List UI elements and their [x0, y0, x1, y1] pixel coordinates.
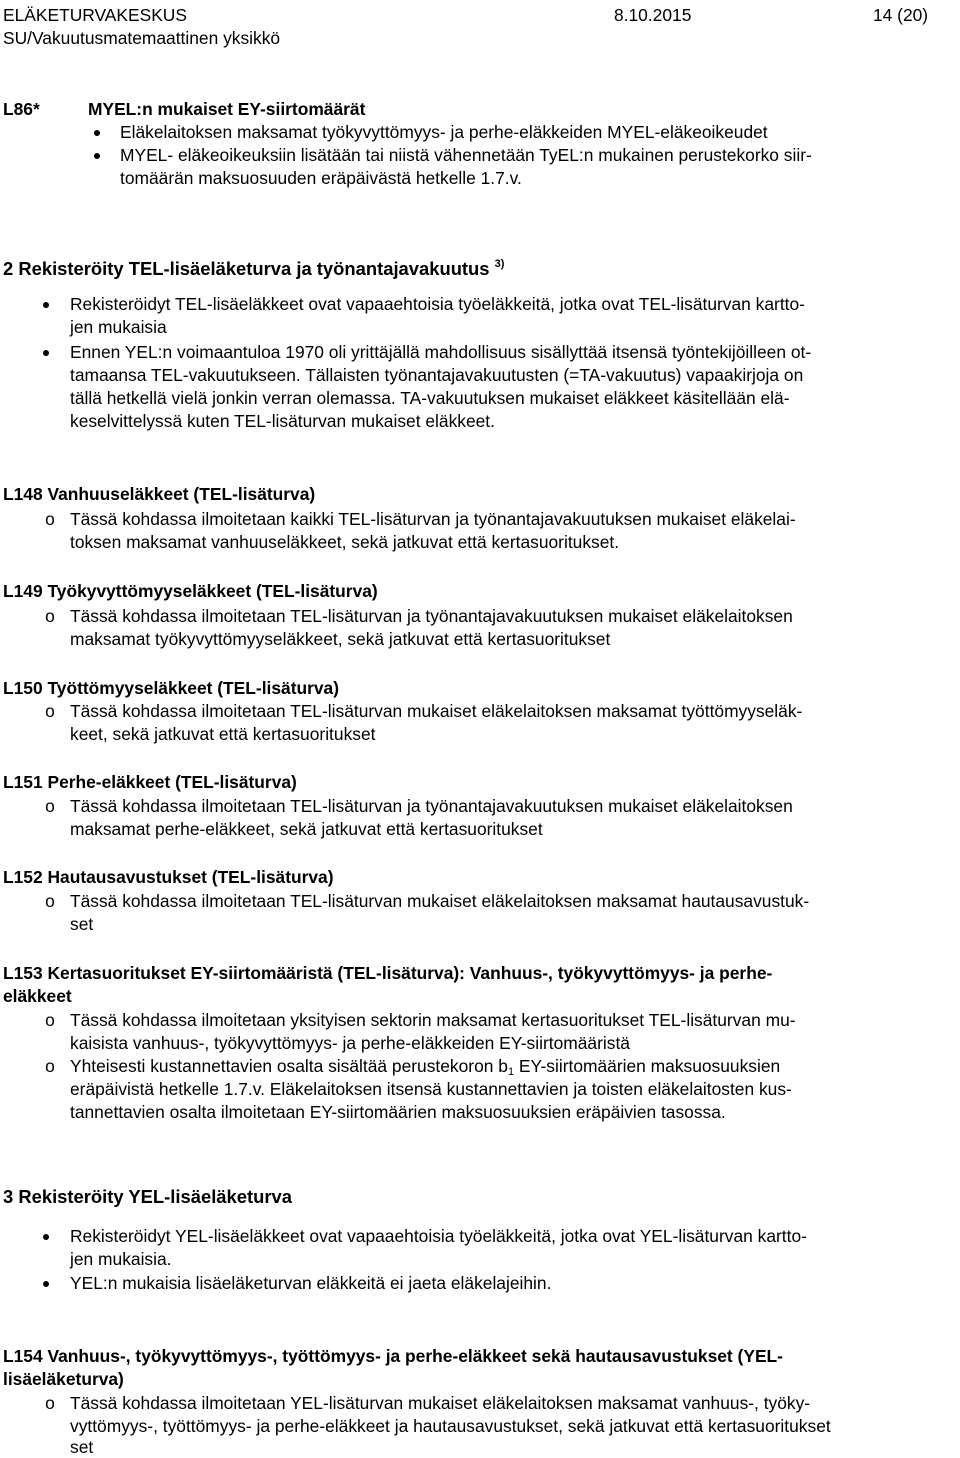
- l151-line-1: Tässä kohdassa ilmoitetaan TEL-lisäturvan ja työnantajavakuutuksen mukaiset eläkelaitoksen: [70, 796, 793, 816]
- section-3-title: 3 Rekisteröity YEL-lisäeläketurva: [3, 1186, 292, 1207]
- l151-line-2: maksamat perhe-eläkkeet, sekä jatkuvat että kertasuoritukset: [70, 819, 543, 839]
- l149-line-1: Tässä kohdassa ilmoitetaan TEL-lisäturvan ja työnantajavakuutuksen mukaiset eläkelaitoksen: [70, 606, 793, 626]
- header-unit: SU/Vakuutusmatemaattinen yksikkö: [3, 28, 281, 48]
- circle-bullet: o: [45, 1010, 55, 1030]
- sec2-bullet-2-line-3: tällä hetkellä vielä jonkin verran olemassa. TA-vakuutuksen mukaiset eläkkeet käsitellään elä-: [70, 388, 790, 408]
- circle-bullet: o: [45, 606, 55, 626]
- l148-line-2: toksen maksamat vanhuuseläkkeet, sekä jatkuvat että kertasuoritukset.: [70, 532, 620, 552]
- circle-bullet: o: [45, 701, 55, 721]
- bullet-disc: [43, 350, 49, 356]
- l153-b-line-2: eräpäivistä hetkelle 1.7.v. Eläkelaitoksen itsensä kustannettavien ja toisten eläkelaitosten kus-: [70, 1079, 792, 1099]
- l148-title: L148 Vanhuuseläkkeet (TEL-lisäturva): [3, 484, 316, 504]
- l150-line-1: Tässä kohdassa ilmoitetaan TEL-lisäturvan mukaiset eläkelaitoksen maksamat työttömyyseläk-: [70, 701, 803, 721]
- sec2-bullet-2-line-2: tamaansa TEL-vakuutukseen. Tällaisten työnantajavakuutusten (=TA-vakuutus) vapaakirjoja on: [70, 365, 804, 385]
- circle-bullet: o: [45, 509, 55, 529]
- l153-title-line-1: L153 Kertasuoritukset EY-siirtomääristä (TEL-lisäturva): Vanhuus-, työkyvyttömyys- ja perhe-: [3, 963, 773, 983]
- sec3-bullet-1-line-1: Rekisteröidyt YEL-lisäeläkkeet ovat vapaaehtoisia työeläkkeitä, jotka ovat YEL-lisäturvan kartto-: [70, 1226, 807, 1246]
- l154-title-line-2: lisäeläketurva): [3, 1369, 124, 1389]
- l153-b-line-1-text: Yhteisesti kustannettavien osalta sisältää perustekoron b: [70, 1056, 508, 1076]
- bullet-disc: [43, 302, 49, 308]
- circle-bullet: o: [45, 1393, 55, 1413]
- l153-a-line-2: kaisista vanhuus-, työkyvyttömyys- ja perhe-eläkkeiden EY-siirtomääristä: [70, 1033, 630, 1053]
- l153-title-line-2: eläkkeet: [3, 986, 72, 1006]
- bullet-disc: [43, 1234, 49, 1240]
- l150-title: L150 Työttömyyseläkkeet (TEL-lisäturva): [3, 678, 340, 698]
- l153-b-line-1-rest: EY-siirtomäärien maksuosuuksien: [514, 1056, 781, 1076]
- bullet-disc: [43, 1281, 49, 1287]
- l152-title: L152 Hautausavustukset (TEL-lisäturva): [3, 867, 334, 887]
- l151-title: L151 Perhe-eläkkeet (TEL-lisäturva): [3, 772, 297, 792]
- sec2-bullet-2-line-1: Ennen YEL:n voimaantuloa 1970 oli yrittäjällä mahdollisuus sisällyttää itsensä työntekijöilleen ot-: [70, 342, 812, 362]
- item-code-l86: L86*: [3, 99, 40, 119]
- subscript: 1: [507, 1066, 515, 1078]
- circle-bullet: o: [45, 1056, 55, 1076]
- l148-line-1: Tässä kohdassa ilmoitetaan kaikki TEL-lisäturvan ja työnantajavakuutuksen mukaiset eläkelai-: [70, 509, 796, 529]
- l154-title-line-1: L154 Vanhuus-, työkyvyttömyys-, työttömyys- ja perhe-eläkkeet sekä hautausavustukset (YEL-: [3, 1346, 783, 1366]
- l86-bullet-1: Eläkelaitoksen maksamat työkyvyttömyys- ja perhe-eläkkeiden MYEL-eläkeoikeudet: [120, 122, 768, 142]
- l153-a-line-1: Tässä kohdassa ilmoitetaan yksityisen sektorin maksamat kertasuoritukset TEL-lisäturvan mu-: [70, 1010, 796, 1030]
- section-2-title: 2 Rekisteröity TEL-lisäeläketurva ja työnantajavakuutus: [3, 258, 490, 279]
- sec2-bullet-1-line-1: Rekisteröidyt TEL-lisäeläkkeet ovat vapaaehtoisia työeläkkeitä, jotka ovat TEL-lisäturvan kartto-: [70, 294, 805, 314]
- section-2-footnote-ref: 3): [494, 258, 505, 270]
- l154-line-3: set: [70, 1437, 94, 1457]
- bullet-disc: [94, 153, 100, 159]
- section-2-heading: [3, 253, 504, 280]
- l86-title: MYEL:n mukaiset EY-siirtomäärät: [88, 99, 366, 119]
- l152-line-2: set: [70, 914, 94, 934]
- sec3-bullet-1-line-2: jen mukaisia.: [70, 1249, 172, 1269]
- l153-b-line-3: tannettavien osalta ilmoitetaan EY-siirtomäärien maksuosuuksien eräpäivien tasossa.: [70, 1102, 726, 1122]
- bullet-disc: [94, 130, 100, 136]
- l154-line-1: Tässä kohdassa ilmoitetaan YEL-lisäturvan mukaiset eläkelaitoksen maksamat vanhuus-, työky-: [70, 1393, 811, 1413]
- l149-title: L149 Työkyvyttömyyseläkkeet (TEL-lisäturva): [3, 581, 378, 601]
- sec2-bullet-2-line-4: keselvittelyssä kuten TEL-lisäturvan mukaiset eläkkeet.: [70, 411, 495, 431]
- sec3-bullet-2: YEL:n mukaisia lisäeläketurvan eläkkeitä ei jaeta eläkelajeihin.: [70, 1273, 552, 1293]
- l150-line-2: keet, sekä jatkuvat että kertasuoritukset: [70, 724, 376, 744]
- header-org: ELÄKETURVAKESKUS: [3, 5, 187, 25]
- header-page-number: 14 (20): [873, 5, 929, 25]
- l152-line-1: Tässä kohdassa ilmoitetaan TEL-lisäturvan mukaiset eläkelaitoksen maksamat hautausavustuk-: [70, 891, 810, 911]
- l149-line-2: maksamat työkyvyttömyyseläkkeet, sekä jatkuvat että kertasuoritukset: [70, 629, 611, 649]
- circle-bullet: o: [45, 796, 55, 816]
- sec2-bullet-1-line-2: jen mukaisia: [70, 317, 167, 337]
- circle-bullet: o: [45, 891, 55, 911]
- l154-line-2: vyttömyys-, työttömyys- ja perhe-eläkkeet ja hautausavustukset, sekä jatkuvat että kertasuoritukset: [70, 1416, 831, 1436]
- l86-bullet-2-line-1: MYEL- eläkeoikeuksiin lisätään tai niistä vähennetään TyEL:n mukainen perustekorko siir-: [120, 145, 812, 165]
- header-date: 8.10.2015: [614, 5, 692, 25]
- l86-bullet-2-line-2: tomäärän maksuosuuden eräpäivästä hetkelle 1.7.v.: [120, 168, 522, 188]
